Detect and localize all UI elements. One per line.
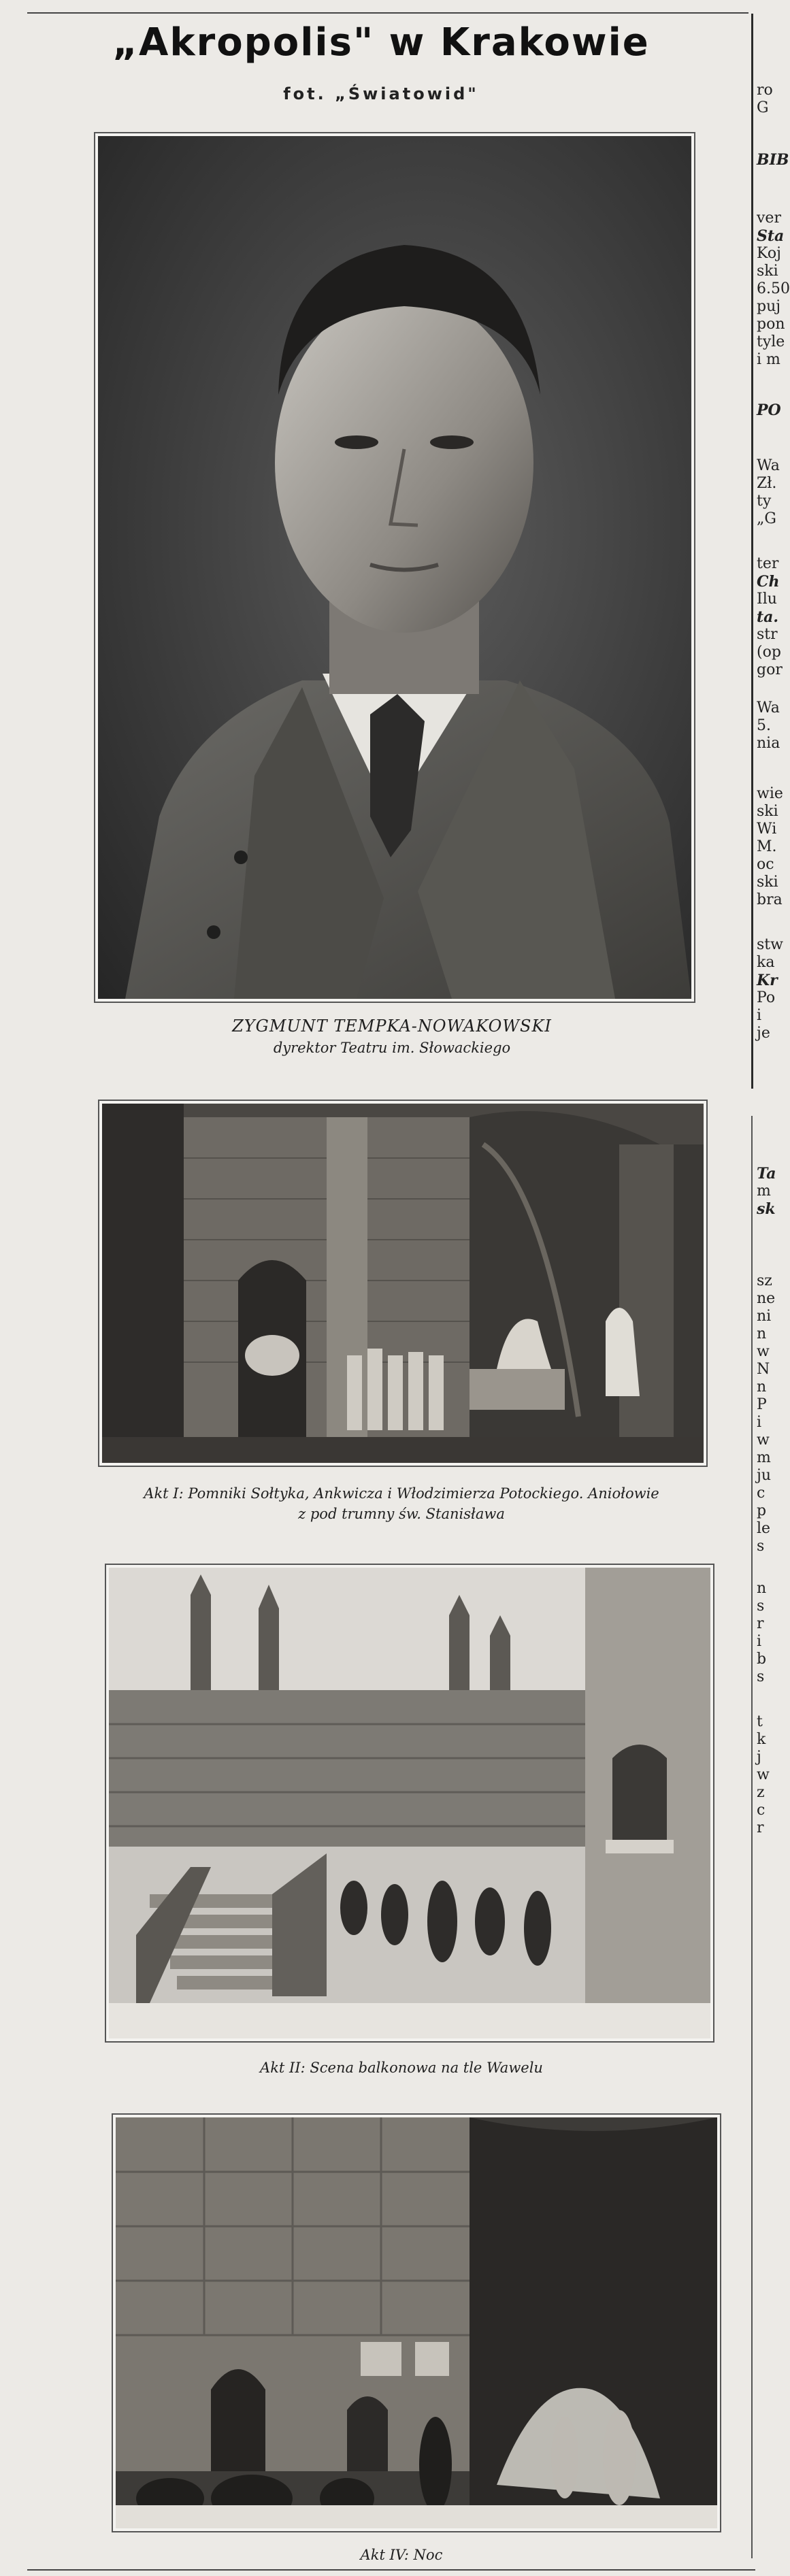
adjacent-column-fragment: gor — [757, 661, 783, 678]
adjacent-column-fragment: P — [757, 1396, 767, 1413]
adjacent-column-fragment: Wi — [757, 821, 777, 838]
adjacent-column-fragment: pon — [757, 316, 785, 333]
scene-photo-act-2 — [106, 1565, 713, 2041]
scene-caption-act-1-line2: z pod trumny św. Stanisława — [298, 1506, 505, 1522]
adjacent-column-fragment: bra — [757, 891, 783, 908]
adjacent-column-fragment: r — [757, 1615, 764, 1632]
adjacent-column-fragment: n — [757, 1325, 767, 1342]
adjacent-column-fragment: Zł. — [757, 475, 777, 492]
adjacent-column-fragment: c — [757, 1802, 766, 1819]
adjacent-column-fragment: j — [757, 1749, 761, 1766]
adjacent-column-fragment: t — [757, 1713, 763, 1730]
adjacent-column-fragment: s — [757, 1598, 765, 1615]
adjacent-column-fragment: puj — [757, 298, 781, 315]
adjacent-column-fragment: ro — [757, 82, 773, 99]
adjacent-column-fragment: ne — [757, 1290, 776, 1307]
adjacent-column-fragment: k — [757, 1731, 766, 1748]
bottom-rule — [27, 2569, 755, 2571]
column-divider — [751, 14, 753, 1089]
adjacent-column-fragment: n — [757, 1580, 767, 1597]
adjacent-column-fragment: ver — [757, 210, 781, 227]
adjacent-column-fragment: M. — [757, 838, 777, 855]
adjacent-column-fragment: b — [757, 1651, 767, 1668]
adjacent-column-fragment: N — [757, 1361, 770, 1378]
adjacent-column-fragment: m — [757, 1449, 771, 1466]
adjacent-column-fragment: je — [757, 1025, 770, 1042]
adjacent-column-fragment: Ta — [757, 1165, 776, 1183]
portrait-photo — [95, 133, 694, 1002]
adjacent-column-fragment: wie — [757, 785, 783, 802]
adjacent-column-fragment: p — [757, 1502, 767, 1519]
adjacent-column-fragment: ni — [757, 1308, 772, 1325]
adjacent-column-fragment: s — [757, 1538, 765, 1555]
portrait-caption-role: dyrektor Teatru im. Słowackiego — [273, 1040, 511, 1056]
adjacent-column-fragment: nia — [757, 735, 780, 752]
adjacent-column-fragment: Ch — [757, 573, 780, 591]
adjacent-column-fragment: G — [757, 99, 769, 116]
adjacent-column-fragment: ty — [757, 493, 772, 510]
adjacent-column-fragment: Ilu — [757, 591, 777, 608]
adjacent-column-fragment: ski — [757, 874, 778, 891]
adjacent-column-fragment: le — [757, 1520, 771, 1537]
adjacent-column-fragment: Kr — [757, 972, 778, 989]
adjacent-column-fragment: s — [757, 1668, 765, 1685]
adjacent-column-fragment: sz — [757, 1272, 772, 1289]
photo-credit: fot. „Światowid" — [283, 84, 479, 103]
adjacent-column-fragment: w — [757, 1343, 770, 1360]
adjacent-column-fragment: ka — [757, 954, 775, 971]
adjacent-column-fragment: i — [757, 1414, 762, 1431]
adjacent-column-fragment: tyle — [757, 333, 785, 350]
adjacent-column-fragment: Sta — [757, 227, 785, 245]
adjacent-column-text — [757, 82, 790, 2558]
adjacent-column-fragment: PO — [757, 401, 781, 419]
adjacent-column-fragment: ta. — [757, 608, 779, 626]
scene-caption-act-1-line1: Akt I: Pomniki Sołtyka, Ankwicza i Włodzimierza Potockiego. Aniołowie — [144, 1485, 659, 1502]
adjacent-column-fragment: stw — [757, 936, 783, 953]
adjacent-column-fragment: m — [757, 1183, 771, 1200]
adjacent-column-fragment: oc — [757, 856, 774, 873]
header-rule — [27, 12, 748, 14]
portrait-caption-name: ZYGMUNT TEMPKA-NOWAKOWSKI — [232, 1017, 552, 1036]
adjacent-column-fragment: i — [757, 1633, 762, 1650]
adjacent-column-fragment: 5. — [757, 717, 771, 734]
scene-photo-act-4 — [113, 2115, 720, 2531]
adjacent-column-fragment: r — [757, 1819, 764, 1836]
adjacent-column-fragment: Po — [757, 989, 776, 1006]
adjacent-column-fragment: w — [757, 1766, 770, 1783]
article-title: „Akropolis" w Krakowie — [112, 20, 650, 65]
adjacent-column-fragment: „G — [757, 510, 776, 527]
adjacent-column-fragment: i m — [757, 351, 780, 368]
adjacent-column-fragment: ski — [757, 803, 778, 820]
adjacent-column-fragment: ju — [757, 1467, 771, 1484]
adjacent-column-fragment: Wa — [757, 699, 780, 716]
adjacent-column-fragment: w — [757, 1432, 770, 1449]
adjacent-column-fragment: ski — [757, 263, 778, 280]
adjacent-column-fragment: z — [757, 1784, 765, 1801]
adjacent-column-fragment: BIB — [757, 151, 789, 169]
adjacent-column-fragment: ter — [757, 555, 779, 572]
adjacent-column-fragment: Wa — [757, 457, 780, 474]
adjacent-column-fragment: str — [757, 626, 778, 643]
adjacent-column-fragment: (op — [757, 644, 781, 661]
scene-photo-act-1 — [99, 1101, 706, 1466]
adjacent-column-fragment: 6.50 — [757, 280, 790, 297]
adjacent-column-fragment: sk — [757, 1200, 776, 1218]
adjacent-column-fragment: i — [757, 1007, 762, 1024]
column-divider-lower — [751, 1116, 753, 2558]
adjacent-column-fragment: n — [757, 1378, 767, 1396]
adjacent-column-fragment: Koj — [757, 245, 781, 262]
adjacent-column-fragment: c — [757, 1485, 766, 1502]
scene-caption-act-4: Akt IV: Noc — [360, 2547, 443, 2563]
scene-caption-act-2: Akt II: Scena balkonowa na tle Wawelu — [260, 2060, 543, 2076]
